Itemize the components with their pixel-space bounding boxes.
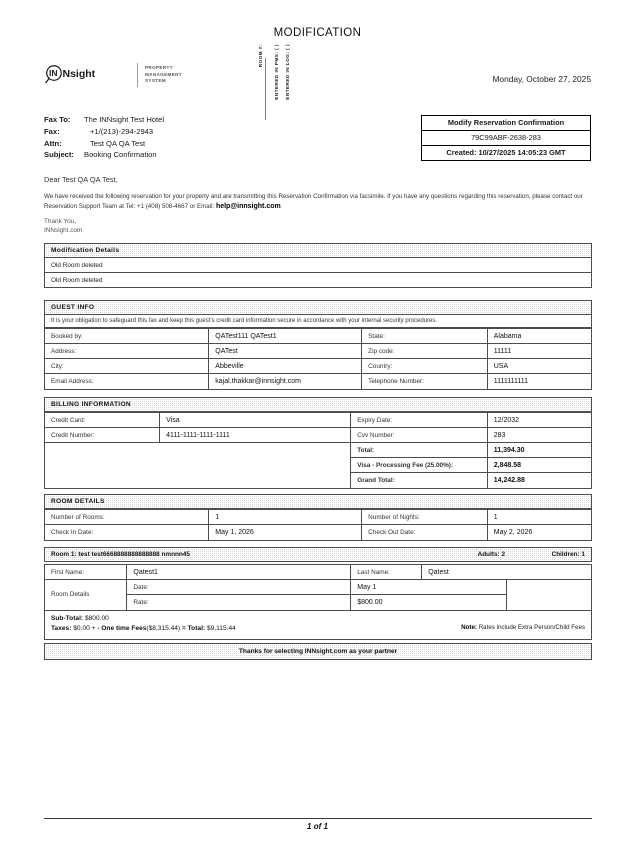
first-name-label: First Name: [45,565,127,580]
last-name-value: Qatest [422,565,591,580]
city-label: City: [45,359,209,374]
stamp-room-no: ROOM #: [258,44,263,68]
number-of-rooms-value: 1 [209,510,362,525]
confirmation-number: 79C99ABF-2638-283 [422,131,590,146]
fax-to-label: Fax To: [44,115,71,124]
first-name-value: Qatest1 [127,565,351,580]
taxes-total-label: = Total: [181,625,206,632]
innsight-logo [44,62,182,88]
expiry-date-value: 12/2032 [487,413,591,428]
credit-card-label: Credit Card: [45,413,160,428]
stamp-entered-log: ENTERED IN LOG: ( ) [285,44,290,100]
room-totals-text [51,614,370,635]
booked-by-value: QATest111 QATest1 [209,329,362,344]
letter-body-text: We have received the following reservation for your property and are transmitting this Reservation Confirmation via facsimile. If you have any questions regarding this reservation, please contact our Reservation Support Team at Tel: +1 (408) 508-4667 or Email: [44,193,583,210]
number-of-rooms-label: Number of Rooms: [45,510,209,525]
table-row [45,458,591,473]
zip-value: 11111 [487,344,591,359]
state-label: State: [362,329,488,344]
stamp-entered-pms: ENTERED IN PMS: ( ) [274,44,279,100]
thanks-banner: Thanks for selecting INNsight.com as your partner [44,643,592,660]
svg-text:Nsight: Nsight [62,68,96,80]
rates-note-label: Note: [461,623,477,631]
table-row [45,374,591,389]
room-banner [44,547,592,562]
room-details-header: ROOM DETAILS [45,495,591,509]
signoff-line1: Thank You, [44,218,76,225]
page-title: MODIFICATION [273,27,362,39]
last-name-label: Last Name: [351,565,422,580]
taxes-total-value: $9,115.44 [206,625,236,632]
table-row [45,565,591,580]
table-row [45,443,591,458]
rates-note-value: Rates include Extra Person/Child Fees [478,623,585,631]
table-row [45,525,591,540]
room-details-table [45,509,591,540]
room-banner-title: Room 1: test test6668888888888888 nmnnn45 [51,551,190,558]
confirmation-box [421,115,591,161]
fax-label: Fax: [44,126,60,136]
address-label: Address: [45,344,209,359]
document-date: Monday, October 27, 2025 [492,74,591,84]
room-details-section [44,494,592,541]
processing-fee-value: 2,848.58 [487,458,591,473]
signoff-line2: INNsight.com [44,227,83,234]
subtotal-line [51,614,370,625]
address-value: QATest [209,344,362,359]
onetime-fees-label: - One time Fees [97,625,147,632]
rate-value: $800.00 [351,595,507,610]
footer-divider [44,818,592,819]
letter-body [44,192,592,212]
check-out-value: May 2, 2026 [487,525,591,540]
stamp-room-rule [265,58,266,120]
subject-value: Booking Confirmation [84,150,157,160]
billing-empty-cell-1 [45,443,351,458]
billing-information-header: BILLING INFORMATION [45,398,591,412]
taxes-value: $0.00 + [73,625,98,632]
table-row [45,329,591,344]
total-value: 11,394.30 [487,443,591,458]
room-occupant-table [45,564,591,610]
subject-label: Subject: [44,150,74,160]
rate-label: Rate: [127,595,351,610]
telephone-label: Telephone Number: [362,374,488,389]
zip-label: Zip code: [362,344,488,359]
table-row [45,344,591,359]
guest-info-notice: It is your obligation to safeguard this fax and keep this guest's credit card information secure in accordance with your internal security procedures. [45,315,591,328]
innsight-logo-mark [44,62,130,88]
table-row [45,580,591,595]
modification-details-header: Modification Details [45,244,591,258]
logo-tagline-line2: MANAGEMENT [145,71,182,77]
salutation: Dear Test QA QA Test, [44,175,118,184]
modification-row-1: Old Room deleted [45,258,591,273]
billing-empty-cell-3 [45,473,351,488]
logo-divider [137,63,138,87]
onetime-fees-value: ($8,315.44) [146,625,181,632]
total-label: Total: [351,443,488,458]
modification-row-2: Old Room deleted [51,276,103,284]
attn-row [44,138,164,150]
support-email: help@innsight.com [215,203,281,210]
table-row [45,413,591,428]
entered-stamp-block [258,44,290,110]
table-row [45,359,591,374]
room-totals-row [45,610,591,639]
check-in-value: May 1, 2026 [209,525,362,540]
cvv-value: 283 [487,428,591,443]
subject-row [44,149,164,161]
fax-to-value: The INNsight Test Hotel [84,115,165,124]
number-of-nights-value: 1 [487,510,591,525]
subtotal-label: Sub-Total: [51,614,84,622]
check-in-label: Check In Date: [45,525,209,540]
table-row [45,473,591,488]
taxes-label: Taxes: [51,625,72,632]
room-adults: Adults: 2 [477,551,505,558]
city-value: Abbeville [209,359,362,374]
room-details-label: Room Details [45,580,127,610]
confirmation-title: Modify Reservation Confirmation [422,116,590,131]
expiry-date-label: Expiry Date: [351,413,488,428]
fax-header-block [44,114,164,161]
check-out-label: Check Out Date: [362,525,488,540]
confirmation-created: Created: 10/27/2025 14:05:23 GMT [446,148,566,158]
processing-fee-label: Visa - Processing Fee (25.00%): [351,458,488,473]
billing-table [45,412,591,488]
cvv-label: Cvv Number: [351,428,488,443]
logo-tagline-line1: PROPERTY [145,64,174,70]
room-occupant-section [44,564,592,640]
table-row [45,428,591,443]
credit-number-label: Credit Number: [45,428,160,443]
attn-value: Test QA QA Test [90,138,146,148]
billing-empty-cell-2 [45,458,351,473]
fax-value: +1/(213)-294-2943 [90,126,154,136]
country-label: Country: [362,359,488,374]
country-value: USA [487,359,591,374]
rate-date-label: Date: [127,580,351,595]
letter-signoff [44,217,82,235]
email-value: kajal.thakkar@innsight.com [209,374,362,389]
guest-info-header: GUEST INFO [45,301,591,315]
booked-by-label: Booked by: [45,329,209,344]
taxes-line [51,624,370,635]
fax-number-row [44,126,164,138]
modification-details-section [44,243,592,288]
rates-note [370,614,585,631]
billing-information-section [44,397,592,489]
number-of-nights-label: Number of Nights: [362,510,488,525]
room-children: Children: 1 [551,551,585,558]
room-rate-spacer [506,580,591,610]
grand-total-label: Grand Total: [351,473,488,488]
credit-number-value: 4111-1111-1111-1111 [160,428,351,443]
fax-to-row [44,114,164,126]
attn-label: Attn: [44,138,62,148]
state-value: Alabama [487,329,591,344]
table-row [45,510,591,525]
svg-text:IN: IN [49,68,58,78]
logo-tagline-line3: SYSTEM [145,78,166,84]
logo-tagline [145,65,182,86]
rate-date-value: May 1 [351,580,507,595]
telephone-value: 1111111111 [487,374,591,389]
subtotal-value: $800.00 [84,614,109,622]
grand-total-value: 14,242.88 [487,473,591,488]
credit-card-value: Visa [160,413,351,428]
guest-info-table [45,328,591,389]
guest-info-section [44,300,592,390]
page-number: 1 of 1 [307,822,328,831]
email-label: Email Address: [45,374,209,389]
